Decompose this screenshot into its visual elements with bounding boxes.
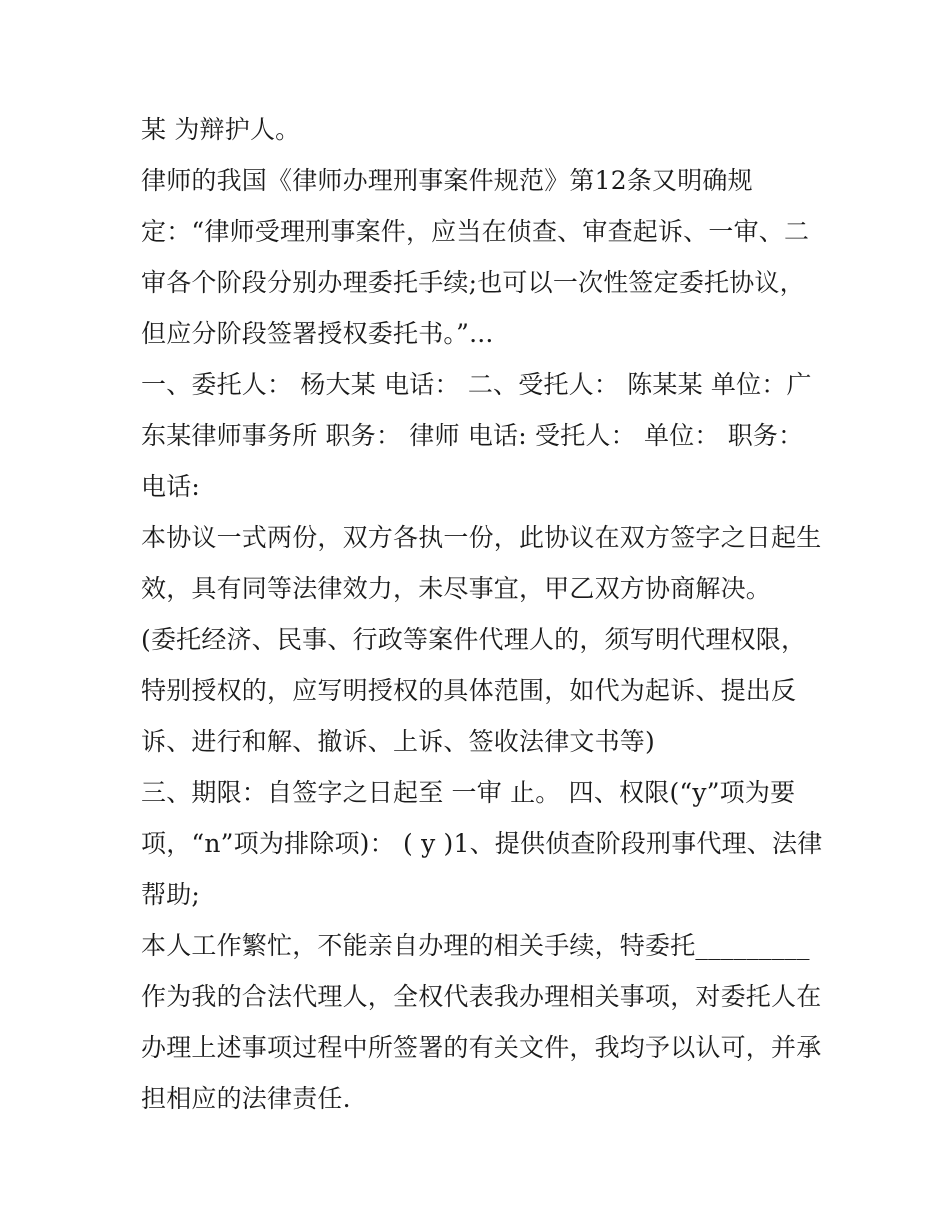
text-line-6: 一、委托人： 杨大某 电话： 二、受托人： 陈某某 单位：广 [141, 370, 812, 399]
text-line-13: 诉、进行和解、撤诉、上诉、签收法律文书等) [141, 727, 655, 756]
text-line-14: 三、期限：自签字之日起至 一审 止。 四、权限(“y”项为要 [141, 778, 796, 807]
text-line-8: 电话: [141, 472, 201, 501]
text-line-17: 本人工作繁忙，不能亲自办理的相关手续，特委托_________ [141, 931, 810, 960]
text-line-20: 担相应的法律责任. [141, 1084, 351, 1113]
text-line-5: 但应分阶段签署授权委托书。”... [141, 319, 494, 348]
text-line-1: 某 为辩护人。 [141, 115, 301, 144]
text-line-16: 帮助; [141, 880, 201, 909]
document-body [141, 104, 821, 1124]
text-line-3: 定：“律师受理刑事案件，应当在侦查、审查起诉、一审、二 [141, 217, 810, 246]
text-line-2: 律师的我国《律师办理刑事案件规范》第12条又明确规 [141, 166, 753, 195]
text-line-12: 特别授权的，应写明授权的具体范围，如代为起诉、提出反 [141, 676, 797, 705]
text-line-18: 作为我的合法代理人，全权代表我办理相关事项，对委托人在 [141, 982, 822, 1011]
text-line-11: (委托经济、民事、行政等案件代理人的，须写明代理权限， [141, 625, 807, 654]
text-line-7: 东某律师事务所 职务： 律师 电话: 受托人： 单位： 职务： [141, 421, 804, 450]
text-line-9: 本协议一式两份，双方各执一份，此协议在双方签字之日起生 [141, 523, 822, 552]
text-line-10: 效，具有同等法律效力，未尽事宜，甲乙双方协商解决。 [141, 574, 772, 603]
text-line-4: 审各个阶段分别办理委托手续;也可以一次性签定委托协议， [141, 268, 805, 297]
text-line-19: 办理上述事项过程中所签署的有关文件，我均予以认可，并承 [141, 1033, 822, 1062]
text-line-15: 项，“n”项为排除项)： ( y )1、提供侦查阶段刑事代理、法律 [141, 829, 823, 858]
